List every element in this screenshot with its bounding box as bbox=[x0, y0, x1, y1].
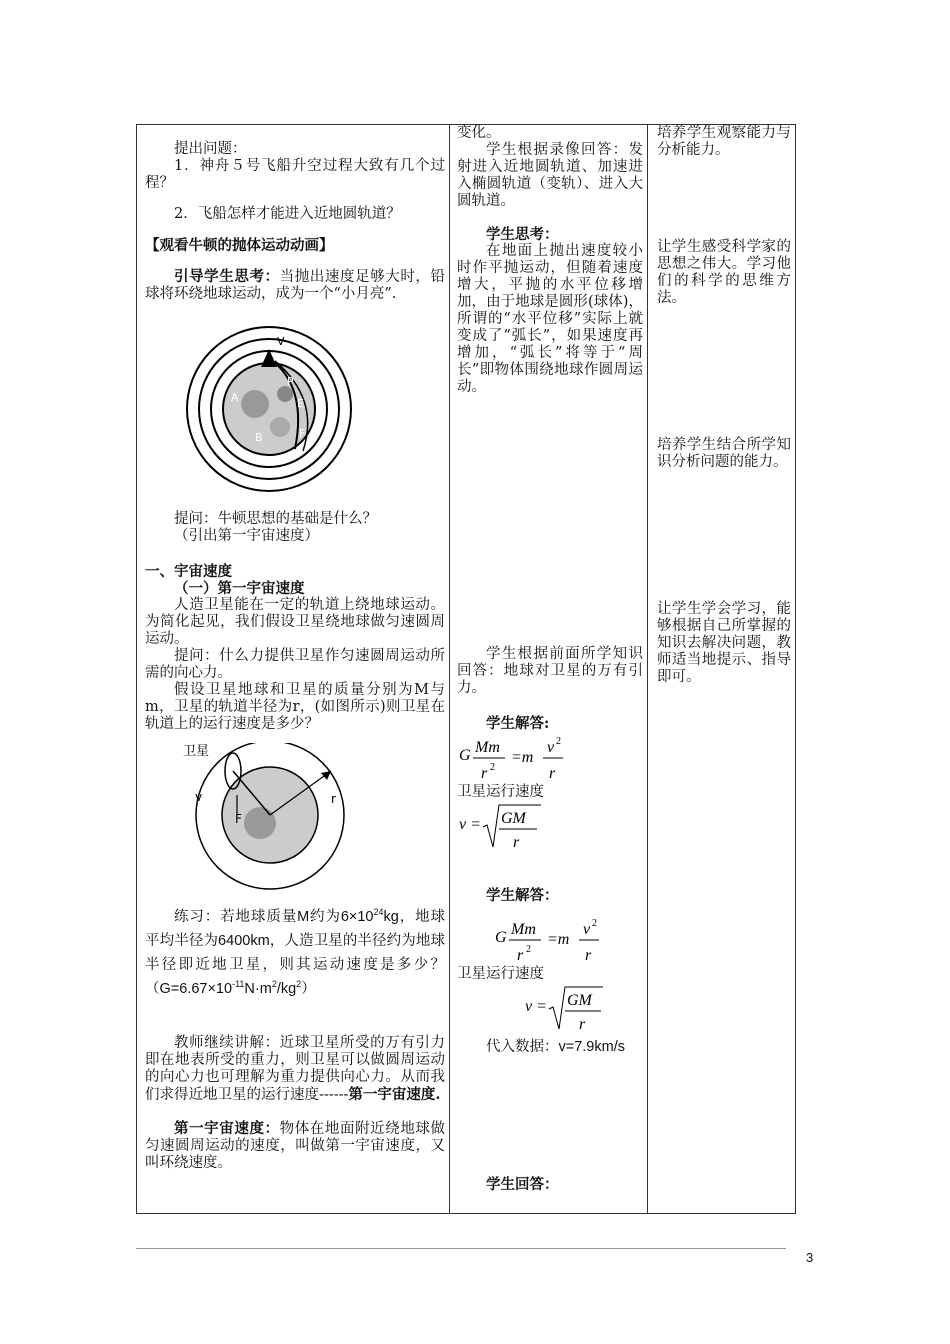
svg-text:v =: v = bbox=[525, 998, 547, 1015]
svg-text:2: 2 bbox=[490, 762, 495, 773]
svg-text:G: G bbox=[459, 747, 471, 764]
newton-cannon-diagram bbox=[145, 309, 445, 509]
intent-text: 让学生感受科学家的思想之伟大。学习他们的科学的思维方法。 bbox=[657, 239, 791, 306]
diagram-label: v bbox=[195, 790, 203, 804]
lesson-table bbox=[136, 124, 796, 1214]
student-answer-label: 学生回答： bbox=[486, 1176, 559, 1193]
svg-text:Mm: Mm bbox=[475, 739, 500, 756]
gravity-equation bbox=[457, 734, 643, 784]
svg-text:GM: GM bbox=[501, 810, 526, 827]
question-intro: 提出问题： bbox=[174, 141, 247, 157]
newton-question: 提问：牛顿思想的基础是什么？ bbox=[174, 511, 377, 527]
svg-text:r: r bbox=[585, 947, 592, 964]
exercise-paragraph: 练习：若地球质量M约为$6\times 10^{24}kg$，地球平均半径为6400km，人造卫星的半径约为地球半径即近地卫星，则其运动速度是多少？$(G=6.67\times 10^{-11}N\cdot m^2/kg^2)$ bbox=[145, 907, 445, 997]
student-text: 变化。 bbox=[457, 125, 501, 141]
svg-text:=m: =m bbox=[547, 931, 570, 948]
diagram-label: V bbox=[277, 335, 285, 348]
diagram-label: F bbox=[299, 427, 306, 440]
svg-text:2: 2 bbox=[592, 918, 597, 929]
satellite-speed-label-2: 卫星运行速度 bbox=[457, 966, 544, 982]
svg-text:r: r bbox=[579, 1016, 586, 1033]
animation-heading: 【观看牛顿的抛体运动动画】 bbox=[145, 237, 334, 254]
question-2: 2．飞船怎样才能进入近地圆轨道？ bbox=[174, 206, 401, 222]
svg-text:r: r bbox=[481, 765, 488, 782]
question-1: 1．神舟５号飞船升空过程大致有几个过程？ bbox=[145, 158, 445, 191]
student-answer-video: 学生根据录像回答：发射进入近地圆轨道、加速进入椭圆轨道（变轨）、进入大圆轨道。 bbox=[457, 142, 643, 209]
gravity-equation-2 bbox=[457, 916, 643, 966]
subsection-heading: （一）第一宇宙速度 bbox=[174, 580, 305, 597]
student-solve-label-2: 学生解答： bbox=[486, 887, 559, 904]
diagram-label: 卫星 bbox=[183, 744, 210, 759]
force-question: 提问：什么力提供卫星作匀速圆周运动所需的向心力。 bbox=[145, 648, 445, 681]
page-number: 3 bbox=[806, 1250, 814, 1265]
intent-column bbox=[657, 125, 791, 686]
orbital-speed-equation bbox=[457, 801, 643, 853]
footer-rule bbox=[136, 1248, 786, 1249]
diagram-label: E bbox=[297, 397, 304, 410]
intent-text: 培养学生结合所学知识分析问题的能力。 bbox=[657, 437, 791, 470]
svg-text:r: r bbox=[513, 834, 520, 851]
svg-text:=m: =m bbox=[511, 749, 534, 766]
teacher-column bbox=[145, 125, 445, 1172]
svg-text:r: r bbox=[517, 947, 524, 964]
diagram-label: F bbox=[235, 812, 242, 826]
student-think-text: 在地面上抛出速度较小时作平抛运动，但随着速度增大，平抛的水平位移增加，由于地球是圆形(球体)，所谓的“水平位移”实际上就变成了“弧长”，如果速度再增加，“弧长”将等于“周长”即物体围绕地球作圆周运动。 bbox=[457, 243, 643, 395]
svg-text:Mm: Mm bbox=[511, 921, 536, 938]
svg-text:v: v bbox=[583, 921, 591, 938]
intent-text: 让学生学会学习，能够根据自己所掌握的知识去解决问题，教师适当地提示、指导即可。 bbox=[657, 601, 791, 685]
svg-text:G: G bbox=[495, 929, 507, 946]
student-column bbox=[457, 125, 643, 1193]
svg-text:GM: GM bbox=[567, 992, 592, 1009]
satellite-paragraph: 人造卫星能在一定的轨道上绕地球运动。为简化起见，我们假设卫星绕地球做匀速圆周运动。 bbox=[145, 597, 445, 647]
svg-text:v =: v = bbox=[459, 816, 481, 833]
definition-paragraph: 第一宇宙速度：物体在地面附近绕地球做匀速圆周运动的速度，叫做第一宇宙速度，又叫环绕速度。 bbox=[145, 1120, 446, 1171]
diagram-label: B bbox=[255, 431, 263, 444]
student-solve-label: 学生解答: bbox=[486, 715, 550, 732]
diagram-label: A bbox=[231, 391, 239, 404]
column-divider bbox=[449, 125, 450, 1213]
svg-text:2: 2 bbox=[526, 944, 531, 955]
svg-text:r: r bbox=[549, 765, 556, 782]
column-divider bbox=[647, 125, 648, 1213]
student-think-label: 学生思考： bbox=[486, 226, 559, 243]
guide-paragraph: 引导学生思考：当抛出速度足够大时，铅球将环绕地球运动，成为一个“小月亮”. bbox=[145, 268, 446, 302]
diagram-label: r bbox=[331, 792, 336, 806]
satellite-speed-label: 卫星运行速度 bbox=[457, 784, 544, 800]
explanation-paragraph: 教师继续讲解：近球卫星所受的万有引力即在地表所受的重力，则卫星可以做圆周运动的向心力也可理解为重力提供向心力。从而我们求得近地卫星的运行速度------第一宇宙速度. bbox=[145, 1035, 445, 1103]
assumption-paragraph: 假设卫星地球和卫星的质量分别为M与m，卫星的轨道半径为r，(如图所示)则卫星在轨道上的运行速度是多少？ bbox=[145, 682, 445, 732]
satellite-orbit-diagram bbox=[145, 743, 445, 893]
svg-text:v: v bbox=[547, 739, 555, 756]
svg-text:2: 2 bbox=[556, 736, 561, 747]
section-heading: 一、宇宙速度 bbox=[145, 563, 232, 580]
intent-text: 培养学生观察能力与分析能力。 bbox=[657, 125, 791, 158]
newton-question-note: （引出第一宇宙速度） bbox=[174, 528, 319, 544]
substitute-result: 代入数据：v=7.9km/s bbox=[486, 1039, 625, 1055]
student-answer-force: 学生根据前面所学知识回答：地球对卫星的万有引力。 bbox=[457, 646, 643, 696]
diagram-label: P bbox=[287, 375, 294, 388]
orbital-speed-equation-2 bbox=[457, 983, 643, 1035]
